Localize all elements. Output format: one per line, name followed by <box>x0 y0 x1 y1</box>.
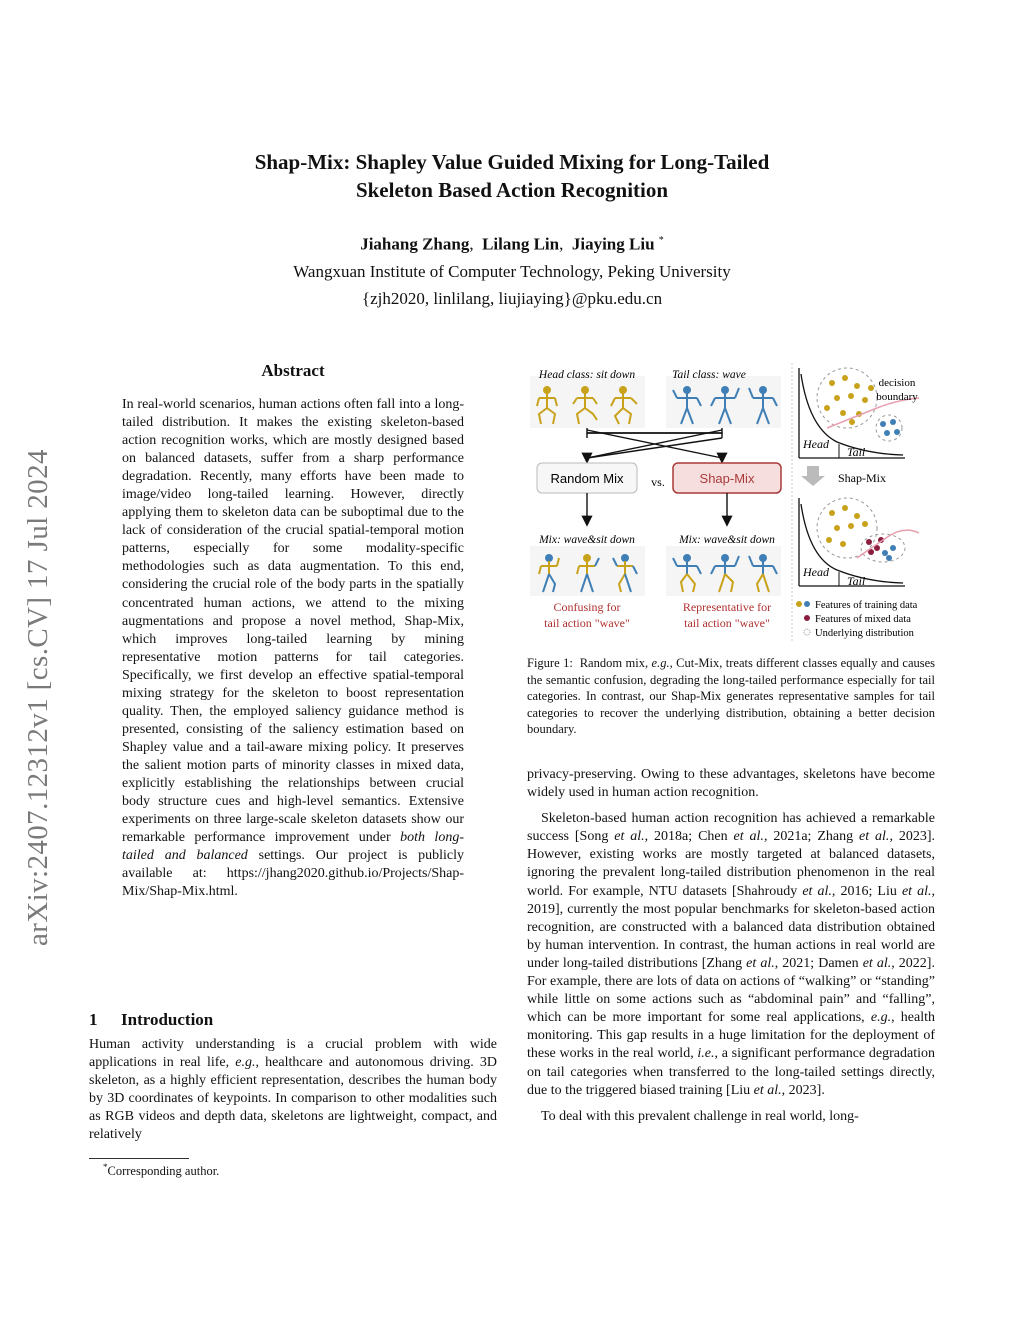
representative-line-2: tail action "wave" <box>684 616 770 630</box>
author-list: Jiahang Zhang, Lilang Lin, Jiaying Liu * <box>360 234 664 254</box>
decision-label-2: boundary <box>876 391 918 403</box>
legend-mixed: Features of mixed data <box>815 614 911 625</box>
arxiv-stamp: arXiv:2407.12312v1 [cs.CV] 17 Jul 2024 <box>22 449 54 946</box>
emails: {zjh2020, linlilang, liujiaying}@pku.edu.cn <box>361 289 663 308</box>
legend-training: Features of training data <box>815 600 918 611</box>
figure-1-graphic <box>527 358 937 648</box>
footnote: *Corresponding author. <box>103 1162 220 1179</box>
distribution-plot-top <box>799 368 919 459</box>
section-number: 1 <box>89 1010 98 1029</box>
corresponding-mark: * <box>658 235 664 246</box>
distribution-plot-bottom <box>799 498 919 588</box>
abstract-heading: Abstract <box>261 361 325 380</box>
vs-label: vs. <box>651 475 665 489</box>
right-column <box>527 766 935 1126</box>
head-class-label: Head class: sit down <box>538 369 636 381</box>
random-mix-label: Random Mix <box>550 471 624 486</box>
paragraph: Skeleton-based human action recognition has achieved a remarkable success [Song et al., 2018a; Chen et al., 2021a; Zhang et al., 2023]. However, existing works are mostly targeted at balanced datasets, ignoring the prevalent long-tailed distribution phenomenon in the real world. For example, NTU datasets [Shahroudy et al., 2016; Liu et al., 2019], currently the most popular benchmarks for skeleton-based action recognition, are constructed with a balanced data distribution obtained by human intervention. In contrast, the human actions in real world are under long-tailed distributions [Zhang et al., 2021; Damen et al., 2022]. For example, there are lots of data on actions of “walking” or “standing” while little on some actions such as “abdominal pain” and “falling”, which can be more important for some real applications, e.g., health monitoring. This gap results in a huge limitation for the deployment of these works in the real world, i.e., a significant performance degradation on tail categories when transferred to the long-tailed settings directly, due to the triggered biased training [Liu et al., 2023]. <box>527 811 936 1098</box>
crossing-arrows <box>587 428 722 461</box>
mix-label-right: Mix: wave&sit down <box>679 534 775 546</box>
figure-1 <box>527 358 937 648</box>
left-column <box>89 360 497 901</box>
shapmix-label: Shap-Mix <box>699 471 755 486</box>
paragraph: privacy-preserving. Owing to these advantages, skeletons have become widely used in human action recognition. <box>527 767 935 801</box>
legend-underlying: Underlying distribution <box>815 628 914 639</box>
section-heading-introduction <box>89 1010 213 1030</box>
title-line-1: Shap-Mix: Shapley Value Guided Mixing for Long-Tailed <box>254 150 770 174</box>
affiliation-block <box>150 258 874 312</box>
figure-legend <box>796 600 918 639</box>
decision-label-1: decision <box>878 377 916 389</box>
tail-label-bottom: Tail <box>847 574 866 588</box>
paper-title <box>150 148 874 204</box>
mix-label-left: Mix: wave&sit down <box>539 534 635 546</box>
confusing-line-1: Confusing for <box>553 600 621 614</box>
tail-class-label: Tail class: wave <box>672 369 746 381</box>
head-label-bottom: Head <box>803 565 829 579</box>
abstract-body: In real-world scenarios, human actions often fall into a long-tailed distribution. It makes the existing skeleton-based action recognition works, which are mostly designed based on balanced datasets, suffer from a sharp performance degradation. Recently, many efforts have been made to image/video long-tailed learning. However, directly applying them to skeleton data can be suboptimal due to the lack of consideration of the crucial spatial-temporal motion patterns, especially for some modality-specific methodologies such as data augmentation. To this end, considering the crucial role of the body parts in the spatially concentrated human actions, we attend to the mixing augmentations and propose a novel method, Shap-Mix, which improves long-tailed learning by mining representative motion patterns for tail categories. Specifically, we first develop an effective spatial-temporal mixing strategy for the skeleton to boost representation quality. Then, the employed saliency guidance method is presented, consisting of the saliency estimation based on Shapley value and a tail-aware mixing policy. It preserves the salient motion parts of minority classes in mixed data, explicitly establishing the relationships between crucial body structure cues and high-level semantics. Extensive experiments on three large-scale skeleton datasets show our remarkable performance improvement under both long-tailed and balanced settings. Our project is publicly available at: https://jhang2020.github.io/Projects/Shap-Mix/Shap-Mix.html. <box>122 397 464 900</box>
caption-label: Figure 1: <box>527 656 573 670</box>
paragraph: To deal with this prevalent challenge in real world, long- <box>541 1108 859 1124</box>
author-name: Jiaying Liu <box>571 234 655 254</box>
author-name: Lilang Lin <box>482 234 560 254</box>
section-title: Introduction <box>121 1010 214 1029</box>
confusing-line-2: tail action "wave" <box>544 616 630 630</box>
shapmix-arrow-label: Shap-Mix <box>838 471 886 485</box>
title-line-2: Skeleton Based Action Recognition <box>355 178 669 202</box>
footnote-rule <box>89 1158 189 1159</box>
intro-paragraph: Human activity understanding is a crucial problem with wide applications in real life, e.g., healthcare and autonomous driving. 3D skeleton, as a highly efficient representation, describes the human body by 3D coordinates of keypoints. In comparison to other modalities such as RGB videos and depth data, skeletons are lightweight, compact, and relatively <box>89 1037 497 1143</box>
representative-line-1: Representative for <box>682 600 772 614</box>
tail-label-top: Tail <box>847 445 866 459</box>
author-name: Jiahang Zhang <box>360 234 470 254</box>
head-label-top: Head <box>803 437 829 451</box>
affiliation: Wangxuan Institute of Computer Technology, Peking University <box>293 262 731 281</box>
shapmix-down-arrow <box>801 466 825 486</box>
figure-caption: Figure 1: Random mix, e.g., Cut-Mix, treats different classes equally and causes the semantic confusion, degrading the long-tailed performance especially for tail categories. In contrast, our Shap-Mix generates representative samples for tail categories to recover the underlying distribution, obtaining a better decision boundary. <box>527 656 936 736</box>
